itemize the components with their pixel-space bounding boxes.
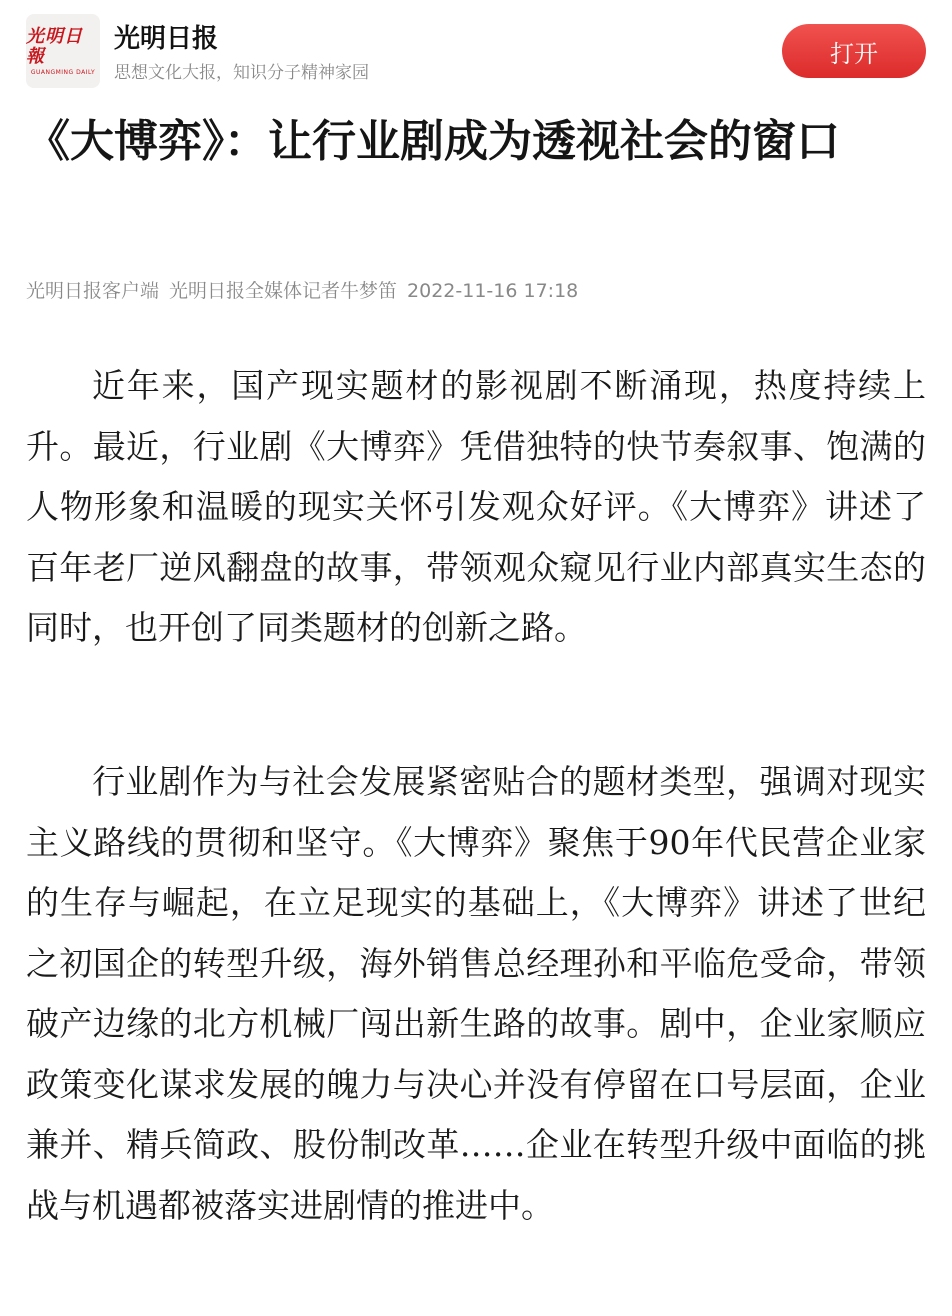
brand-logo[interactable] [26,14,100,88]
brand-slogan: 思想文化大报，知识分子精神家园 [114,63,369,83]
app-download-bar [0,0,952,100]
brand-name: 光明日报 [114,24,219,54]
open-app-button[interactable]: 打开 [782,24,926,78]
logo-text: 光明日報 [26,25,83,67]
article-source: 光明日报客户端 [26,280,160,302]
article-paragraph: 近年来，国产现实题材的影视剧不断涌现，热度持续上升。最近，行业剧《大博弈》凭借独特的快节奏叙事、饱满的人物形象和温暖的现实关怀引发观众好评。《大博弈》讲述了百年老厂逆风翻盘的故事，带领观众窥见行业内部真实生态的同时，也开创了同类题材的创新之路。 [26,366,926,647]
article-datetime: 2022-11-16 17:18 [407,280,579,302]
article-author: 光明日报全媒体记者牛梦笛 [169,280,398,302]
article-meta [26,276,930,303]
logo-english-text: GUANGMING DAILY [30,68,96,76]
article-title: 《大博弈》：让行业剧成为透视社会的窗口 [26,116,840,167]
article-paragraph: 行业剧作为与社会发展紧密贴合的题材类型，强调对现实主义路线的贯彻和坚守。《大博弈》聚焦于90年代民营企业家的生存与崛起，在立足现实的基础上，《大博弈》讲述了世纪之初国企的转型升级，海外销售总经理孙和平临危受命，带领破产边缘的北方机械厂闯出新生路的故事。剧中，企业家顺应政策变化谋求发展的魄力与决心并没有停留在口号层面，企业兼并、精兵简政、股份制改革……企业在转型升级中面临的挑战与机遇都被落实进剧情的推进中。 [26,762,926,1225]
